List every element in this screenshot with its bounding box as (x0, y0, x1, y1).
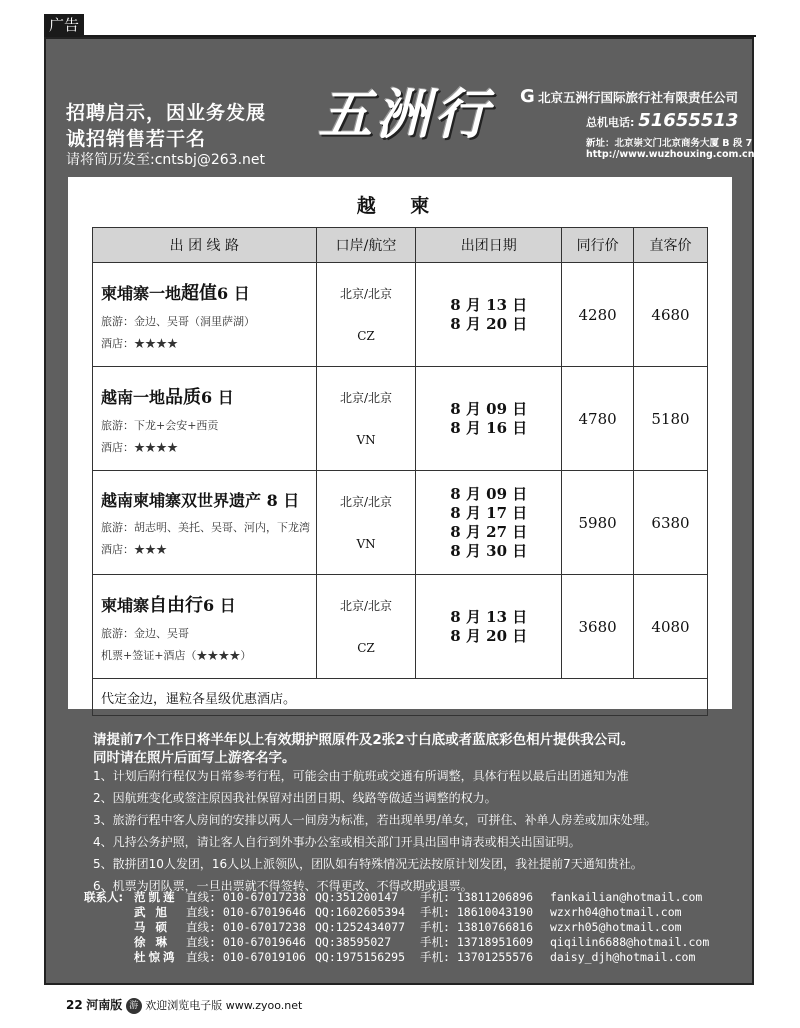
route-sights: 旅游：下龙+会安+西贡 (101, 418, 219, 432)
contact-mobile: 手机: 13811206896 (420, 890, 534, 904)
contact-mobile: 手机: 13810766816 (420, 920, 534, 934)
company-address: 新址：北京崇文门北京商务大厦 B 段 7 层 (586, 138, 766, 149)
contact-email[interactable]: wzxrh04@hotmail.com (550, 905, 682, 919)
contact-qq: QQ:1975156295 (315, 950, 406, 964)
itinerary-card (68, 177, 732, 709)
phone-number: 51655513 (638, 110, 739, 131)
terms-list (93, 765, 657, 897)
airline-code: CZ (357, 328, 375, 343)
contact-name: 马 硕 (134, 920, 171, 934)
table-row (93, 263, 708, 367)
route-table (92, 227, 708, 716)
contact-name: 徐 琳 (134, 935, 171, 949)
passport-requirement: 请提前7个工作日将半年以上有效期护照原件及2张2寸白底或者蓝底彩色相片提供我公司。 (93, 732, 635, 748)
contact-name: 武 旭 (134, 905, 171, 919)
company-logo-icon: G (520, 86, 535, 107)
port-value: 北京/北京 (340, 286, 393, 301)
list-item: 4、凡持公务护照，请让客人自行到外事办公室或相关部门开具出国申请表或相关出国证明。 (93, 835, 581, 849)
peer-price: 4780 (562, 367, 634, 471)
port-cell (316, 471, 416, 575)
photo-requirement: 同时请在照片后面写上游客名字。 (93, 750, 296, 766)
phone-label: 总机电话: (586, 116, 635, 129)
contact-name: 范凯莲 (134, 890, 178, 904)
contact-qq: QQ:38595027 (315, 935, 392, 949)
hotel-note: 代定金边，暹粒各星级优惠酒店。 (93, 679, 708, 716)
airline-code: VN (356, 432, 376, 447)
route-hotel: 机票+签证+酒店（★★★★） (101, 648, 252, 662)
list-item: 2、因航班变化或签注原因我社保留对出团日期、线路等做适当调整的权力。 (93, 791, 497, 805)
dates-cell (416, 575, 562, 679)
contact-label: 联系人: (84, 890, 124, 904)
route-sights: 旅游：金边、吴哥（洞里萨湖） (101, 314, 255, 328)
route-cell (93, 367, 317, 471)
company-name: 北京五洲行国际旅行社有限责任公司 (538, 90, 739, 105)
port-cell (316, 263, 416, 367)
contact-email[interactable]: fankailian@hotmail.com (550, 890, 703, 904)
route-name: 越南柬埔寨双世界遗产 8 日 (101, 491, 300, 510)
dates-cell (416, 263, 562, 367)
port-cell (316, 367, 416, 471)
header-dates: 出团日期 (416, 228, 562, 263)
contact-qq: QQ:1602605394 (315, 905, 406, 919)
footer-link[interactable]: 欢迎浏览电子版 www.zyoo.net (145, 999, 303, 1012)
page-footer (66, 996, 302, 1014)
contact-email[interactable]: daisy_djh@hotmail.com (550, 950, 696, 964)
header-direct-price: 直客价 (634, 228, 708, 263)
contact-tel: 直线: 010-67019646 (186, 905, 306, 919)
direct-price: 5180 (634, 367, 708, 471)
port-value: 北京/北京 (340, 390, 393, 405)
section-title: 越 柬 (356, 195, 444, 217)
departure-date: 8 月 27 日 (450, 522, 528, 541)
route-sights: 旅游：胡志明、美托、吴哥、河内，下龙湾 (101, 521, 310, 534)
contact-email[interactable]: qiqilin6688@hotmail.com (550, 935, 710, 949)
peer-price: 4280 (562, 263, 634, 367)
port-cell (316, 575, 416, 679)
contact-mobile: 手机: 13701255576 (420, 950, 534, 964)
departure-date: 8 月 09 日 (450, 484, 528, 503)
table-row (93, 575, 708, 679)
departure-date: 8 月 30 日 (450, 541, 528, 560)
route-hotel: 酒店：★★★★ (101, 336, 178, 350)
company-phone (586, 110, 738, 131)
departure-date: 8 月 09 日 (450, 399, 528, 418)
table-header-row (93, 228, 708, 263)
contact-email[interactable]: wzxrh05@hotmail.com (550, 920, 682, 934)
dates-cell (416, 367, 562, 471)
peer-price: 3680 (562, 575, 634, 679)
contact-tel: 直线: 010-67017238 (186, 920, 306, 934)
list-item: 5、散拼团10人发团，16人以上派领队，团队如有特殊情况无法按原计划发团，我社提前7天通知贵社。 (93, 857, 643, 871)
table-row (93, 367, 708, 471)
airline-code: VN (356, 536, 376, 551)
contact-qq: QQ:351200147 (315, 890, 399, 904)
dates-cell (416, 471, 562, 575)
port-value: 北京/北京 (340, 494, 393, 509)
contact-mobile: 手机: 18610043190 (420, 905, 534, 919)
contact-tel: 直线: 010-67017238 (186, 890, 306, 904)
direct-price: 6380 (634, 471, 708, 575)
direct-price: 4680 (634, 263, 708, 367)
route-hotel: 酒店：★★★ (101, 543, 167, 556)
departure-date: 8 月 16 日 (450, 418, 528, 437)
contact-name: 杜惊鸿 (134, 950, 178, 964)
header-port: 口岸/航空 (316, 228, 416, 263)
route-cell (93, 263, 317, 367)
route-name: 越南一地品质6 日 (101, 386, 234, 408)
edition-label: 河南版 (86, 998, 123, 1012)
peer-price: 5980 (562, 471, 634, 575)
route-name: 柬埔寨一地超值6 日 (101, 282, 250, 304)
route-sights: 旅游：金边、吴哥 (101, 626, 189, 640)
page-number: 22 (66, 998, 83, 1012)
route-cell (93, 575, 317, 679)
airline-code: CZ (357, 640, 375, 655)
logo-wordmark: 五洲行 (318, 82, 492, 146)
route-hotel: 酒店：★★★★ (101, 440, 178, 454)
departure-date: 8 月 13 日 (450, 295, 528, 314)
ad-tag: 广告 (44, 14, 84, 36)
header-peer-price: 同行价 (562, 228, 634, 263)
header-route: 出 团 线 路 (93, 228, 317, 263)
departure-date: 8 月 13 日 (450, 607, 528, 626)
brand-logo (300, 62, 510, 162)
departure-date: 8 月 20 日 (450, 626, 528, 645)
contact-qq: QQ:1252434077 (315, 920, 406, 934)
recruit-headline: 招聘启示，因业务发展 (66, 102, 267, 124)
table-row (93, 471, 708, 575)
route-name: 柬埔寨自由行6 日 (101, 594, 236, 616)
route-cell (93, 471, 317, 575)
note-row (93, 679, 708, 716)
recruit-email[interactable]: 请将简历发至:cntsbj@263.net (66, 152, 265, 168)
departure-date: 8 月 20 日 (450, 314, 528, 333)
contact-mobile: 手机: 13718951609 (420, 935, 534, 949)
list-item: 3、旅游行程中客人房间的安排以两人一间房为标准，若出现单男/单女，可拼住、补单人房差或加床处理。 (93, 813, 657, 827)
list-item: 1、计划后附行程仅为日常参考行程，可能会由于航班或交通有所调整，具体行程以最后出团通知为准 (93, 769, 629, 783)
contact-tel: 直线: 010-67019106 (186, 950, 306, 964)
recruit-subheadline: 诚招销售若干名 (66, 128, 207, 150)
departure-date: 8 月 17 日 (450, 503, 528, 522)
list-item: 6、机票为团队票，一旦出票就不得签转、不得更改、不得改期或退票。 (93, 879, 473, 893)
direct-price: 4080 (634, 575, 708, 679)
contact-tel: 直线: 010-67019646 (186, 935, 306, 949)
port-value: 北京/北京 (340, 598, 393, 613)
company-website[interactable]: http://www.wuzhouxing.com.cn (586, 149, 755, 160)
badge-icon: 游 (126, 998, 142, 1014)
